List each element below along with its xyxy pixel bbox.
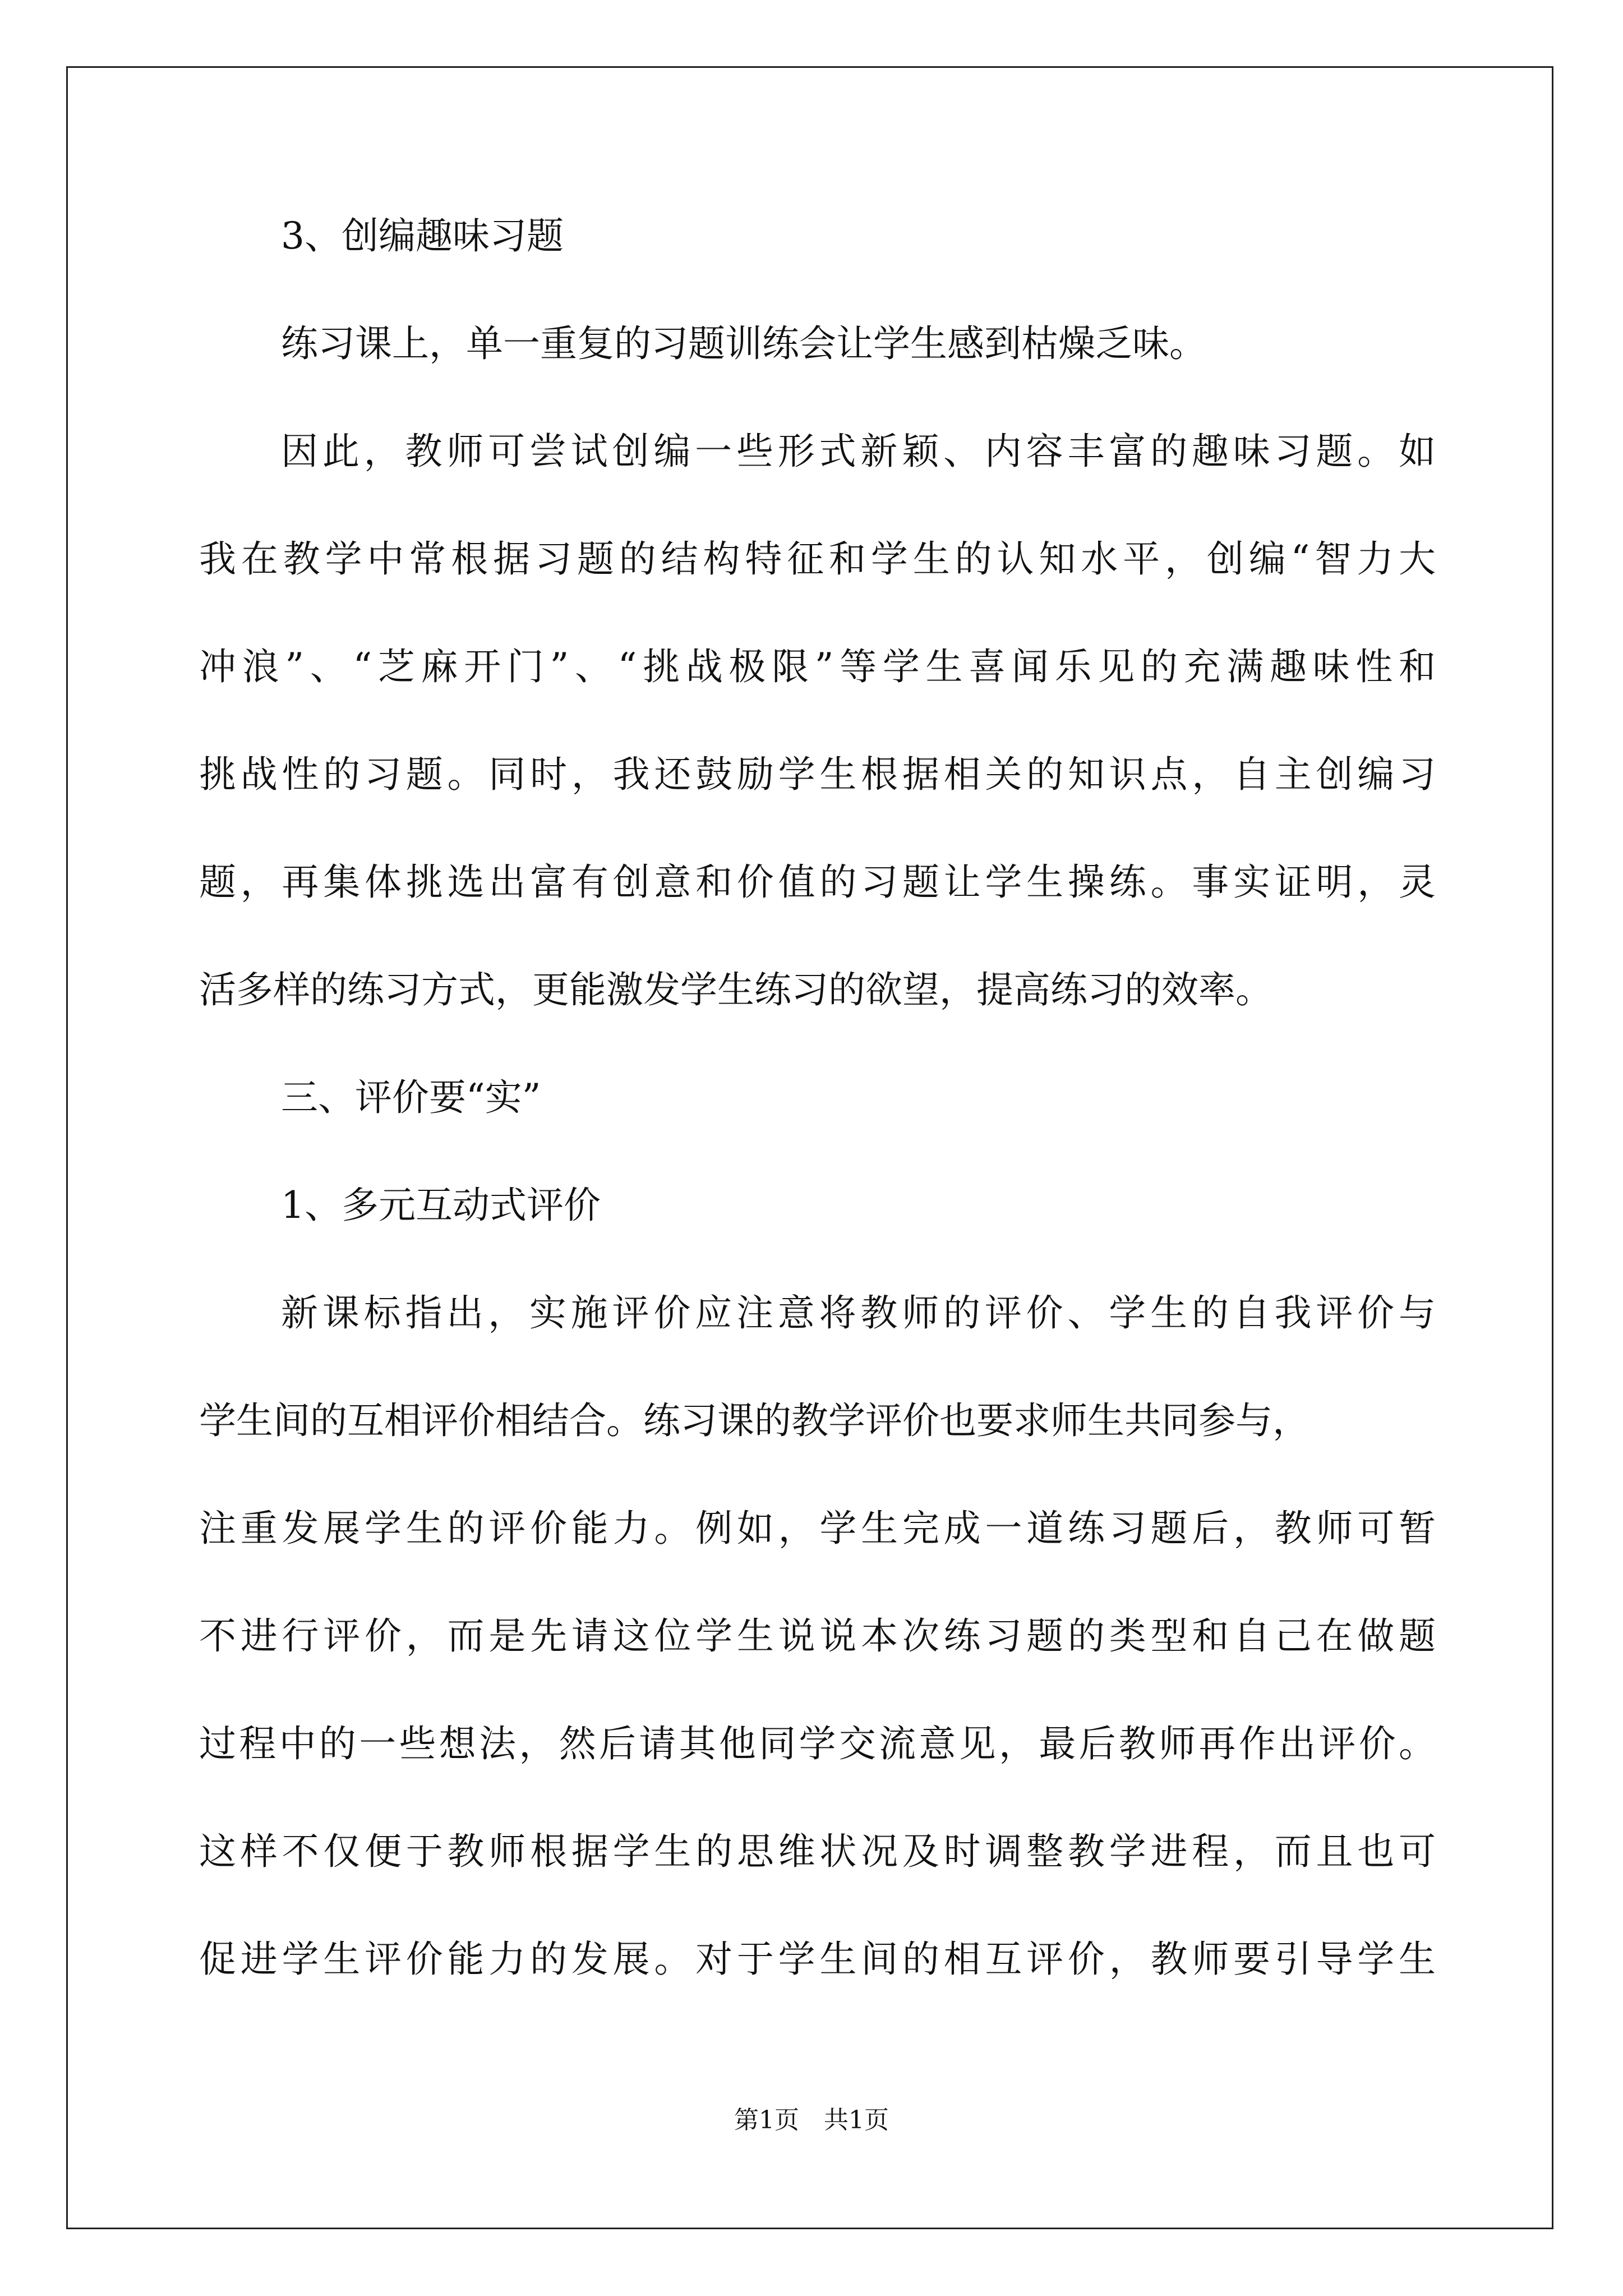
text-line: 3、创编趣味习题 (281, 214, 564, 257)
text-line: 活多样的练习方式，更能激发学生练习的欲望，提高练习的效率。 (199, 968, 1272, 1011)
text-line: 注重发展学生的评价能力。例如，学生完成一道练习题后，教师可暂 (199, 1507, 1436, 1550)
page-footer: 第1页 共1页 (734, 2106, 889, 2134)
text-line: 促进学生评价能力的发展。对于学生间的相互评价，教师要引导学生 (199, 1938, 1436, 1981)
text-line: 学生间的互相评价相结合。练习课的教学评价也要求师生共同参与， (199, 1399, 1310, 1442)
text-line: 练习课上，单一重复的习题训练会让学生感到枯燥乏味。 (281, 322, 1206, 365)
text-line: 我在教学中常根据习题的结构特征和学生的认知水平，创编“智力大 (199, 537, 1436, 581)
text-line: 题，再集体挑选出富有创意和价值的习题让学生操练。事实证明，灵 (199, 861, 1436, 904)
subsection-heading: 1、多元互动式评价 (281, 1184, 601, 1227)
text-line: 不进行评价，而是先请这位学生说说本次练习题的类型和自己在做题 (199, 1614, 1436, 1658)
text-line: 这样不仅便于教师根据学生的思维状况及时调整教学进程，而且也可 (199, 1830, 1436, 1873)
document-body (199, 214, 1436, 2049)
text-line: 新课标指出，实施评价应注意将教师的评价、学生的自我评价与 (281, 1291, 1436, 1335)
text-line: 过程中的一些想法，然后请其他同学交流意见，最后教师再作出评价。 (199, 1722, 1436, 1765)
text-line: 因此，教师可尝试创编一些形式新颖、内容丰富的趣味习题。如 (281, 430, 1436, 473)
section-heading: 三、评价要“实” (281, 1076, 541, 1119)
text-line: 冲浪”、“芝麻开门”、“挑战极限”等学生喜闻乐见的充满趣味性和 (199, 645, 1436, 688)
text-line: 挑战性的习题。同时，我还鼓励学生根据相关的知识点，自主创编习 (199, 753, 1436, 796)
